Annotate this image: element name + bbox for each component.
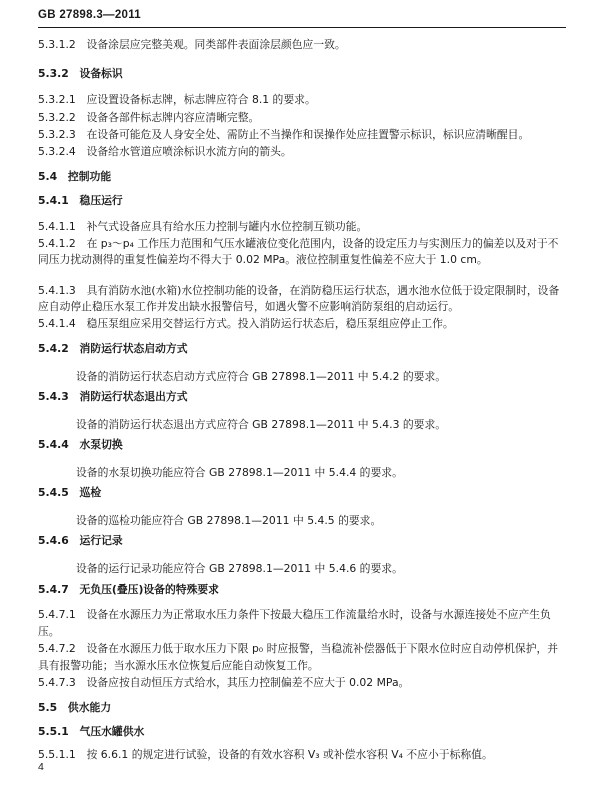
section-heading-5-4-1: 5.4.1 稳压运行	[38, 194, 123, 207]
clause-5-4-1-3: 5.4.1.3 具有消防水池(水箱)水位控制功能的设备，在消防稳压运行状态，遇水池水位低于设定限制时，设备应自动停止稳压水泵工作并发出缺水报警信号，如遇火警不应影响消防泵组的启动运行。	[38, 284, 560, 313]
header-rule	[38, 27, 566, 28]
page-number: 4	[38, 761, 44, 773]
clause-5-4-1-1: 5.4.1.1 补气式设备应具有给水压力控制与罐内水位控制互锁功能。	[38, 220, 368, 233]
clause-5-4-2-text: 设备的消防运行状态启动方式应符合 GB 27898.1—2011 中 5.4.2 的要求。	[76, 370, 447, 383]
clause-5-4-5-text: 设备的巡检功能应符合 GB 27898.1—2011 中 5.4.5 的要求。	[76, 514, 382, 527]
clause-5-4-3-text: 设备的消防运行状态退出方式应符合 GB 27898.1—2011 中 5.4.3 的要求。	[76, 418, 447, 431]
section-heading-5-4-4: 5.4.4 水泵切换	[38, 438, 123, 451]
section-heading-5-5-1: 5.5.1 气压水罐供水	[38, 725, 145, 738]
clause-5-4-7-3: 5.4.7.3 设备应按自动恒压方式给水，其压力控制偏差不应大于 0.02 MPa。	[38, 676, 410, 689]
section-heading-5-4-2: 5.4.2 消防运行状态启动方式	[38, 342, 188, 355]
section-heading-5-3-2: 5.3.2 设备标识	[38, 67, 123, 80]
clause-5-4-4-text: 设备的水泵切换功能应符合 GB 27898.1—2011 中 5.4.4 的要求。	[76, 466, 403, 479]
clause-5-3-2-3: 5.3.2.3 在设备可能危及人身安全处、需防止不当操作和误操作处应挂置警示标识，标识应清晰醒目。	[38, 128, 530, 141]
section-heading-5-4-6: 5.4.6 运行记录	[38, 534, 123, 547]
section-heading-5-5: 5.5 供水能力	[38, 701, 112, 714]
clause-5-4-6-text: 设备的运行记录功能应符合 GB 27898.1—2011 中 5.4.6 的要求。	[76, 562, 403, 575]
section-heading-5-4: 5.4 控制功能	[38, 170, 112, 183]
clause-5-5-1-1: 5.5.1.1 按 6.6.1 的规定进行试验，设备的有效水容积 V₃ 或补偿水容积 V₄ 不应小于标称值。	[38, 748, 493, 761]
section-heading-5-4-7: 5.4.7 无负压(叠压)设备的特殊要求	[38, 583, 219, 596]
section-heading-5-4-5: 5.4.5 巡检	[38, 486, 102, 499]
section-heading-5-4-3: 5.4.3 消防运行状态退出方式	[38, 390, 188, 403]
clause-5-4-7-2: 5.4.7.2 设备在水源压力低于取水压力下限 p₀ 时应报警，当稳流补偿器低于下限水位时应自动停机保护，并具有报警功能；当水源水压水位恢复后应能自动恢复工作。	[38, 642, 559, 672]
clause-5-3-2-1: 5.3.2.1 应设置设备标志牌，标志牌应符合 8.1 的要求。	[38, 93, 316, 106]
standard-code-header: GB 27898.3—2011	[38, 9, 141, 21]
clause-5-4-1-2: 5.4.1.2 在 p₃～p₄ 工作压力范围和气压水罐液位变化范围内，设备的设定压力与实测压力的偏差以及对于不同压力扰动测得的重复性偏差均不得大于 0.02 MPa。液位控制重复性偏差不应大于 1.0 cm。	[38, 237, 559, 266]
clause-5-4-1-4: 5.4.1.4 稳压泵组应采用交替运行方式。投入消防运行状态后，稳压泵组应停止工作。	[38, 317, 454, 330]
clause-5-4-7-1: 5.4.7.1 设备在水源压力为正常取水压力条件下按最大稳压工作流量给水时，设备与水源连接处不应产生负压。	[38, 608, 551, 638]
clause-5-3-2-4: 5.3.2.4 设备给水管道应喷涂标识水流方向的箭头。	[38, 145, 292, 158]
clause-5-3-2-2: 5.3.2.2 设备各部件标志牌内容应清晰完整。	[38, 111, 260, 124]
clause-5-3-1-2: 5.3.1.2 设备涂层应完整美观。同类部件表面涂层颜色应一致。	[38, 38, 346, 51]
